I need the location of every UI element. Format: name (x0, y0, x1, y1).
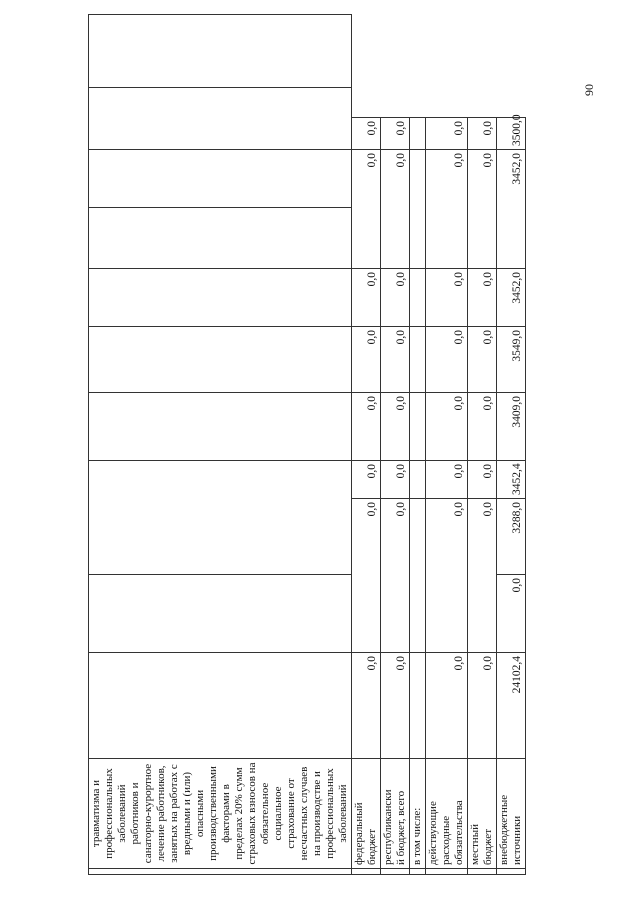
description-line: санаторно-курортное (142, 763, 154, 864)
value-cell: 0,0 (468, 461, 497, 499)
value-cell: 0,0 (468, 269, 497, 327)
value-cell: 3549,0 (497, 327, 526, 393)
header-cell (89, 393, 352, 461)
value-cell: 0,0 (426, 327, 468, 393)
description-line: профессиональных (103, 768, 115, 859)
description-line: несчастных случаев (298, 766, 310, 861)
funding-source-label: федеральный (353, 802, 365, 865)
value-cell: 0,0 (381, 269, 410, 327)
table-row (468, 15, 497, 875)
description-line: опасными (194, 789, 206, 838)
left-margin-cell (497, 869, 526, 875)
table-row (497, 15, 526, 875)
value-cell: 0,0 (381, 118, 410, 150)
left-margin-cell (89, 869, 352, 875)
value-cell: 0,0 (381, 653, 410, 759)
funding-source-cell (468, 759, 497, 869)
value-cell: 3452,0 (497, 269, 526, 327)
value-cell: 3409,0 (497, 393, 526, 461)
description-line: лечение работников, (155, 765, 167, 862)
value-cell: 3288,0 (497, 499, 526, 575)
description-line: пределах 20% сумм (233, 767, 245, 860)
header-cell (89, 327, 352, 393)
funding-source-label: бюджет (366, 829, 378, 865)
value-cell (410, 150, 426, 269)
header-cell (89, 15, 352, 88)
header-cell (89, 150, 352, 208)
value-cell: 0,0 (497, 575, 526, 653)
value-cell (410, 327, 426, 393)
value-cell: 0,0 (468, 118, 497, 150)
description-line: заболеваний (337, 784, 349, 843)
left-margin-cell (410, 869, 426, 875)
description-line: факторами в (220, 784, 232, 843)
description-line: на производстве и (311, 771, 323, 856)
description-line: страхование от (285, 778, 297, 849)
funding-source-label: республикански (382, 789, 394, 865)
value-cell: 3452,0 (497, 150, 526, 269)
description-line: обязательное (259, 782, 271, 845)
left-margin-cell (426, 869, 468, 875)
description-line: социальное (272, 786, 284, 841)
value-cell: 0,0 (352, 269, 381, 327)
header-cell (89, 208, 352, 269)
value-cell: 0,0 (352, 461, 381, 499)
value-cell: 0,0 (381, 393, 410, 461)
value-cell: 0,0 (426, 461, 468, 499)
value-cell: 0,0 (426, 269, 468, 327)
funding-source-label: местный (469, 824, 481, 865)
description-line: профессиональных (324, 768, 336, 859)
funding-source-label: бюджет (482, 829, 494, 865)
budget-table (88, 14, 526, 875)
value-cell: 0,0 (426, 118, 468, 150)
description-line: занятых на работах с (168, 764, 180, 863)
value-cell: 0,0 (381, 150, 410, 269)
value-cell: 0,0 (468, 150, 497, 269)
description-line: вредными и (или) (181, 771, 193, 856)
value-cell: 0,0 (426, 150, 468, 269)
funding-source-cell (352, 759, 381, 869)
header-cell (89, 575, 352, 653)
measure-description (89, 759, 352, 869)
description-line: травматизма и (90, 779, 102, 848)
description-line: заболеваний (116, 784, 128, 843)
value-cell: 0,0 (352, 653, 381, 759)
funding-source-label: в том числе: (411, 807, 423, 865)
description-line: работников и (129, 782, 141, 845)
table-row (410, 15, 426, 875)
left-margin-cell (381, 869, 410, 875)
page-number: 90 (582, 84, 596, 96)
funding-source-cell (410, 759, 426, 869)
value-cell: 0,0 (426, 499, 468, 653)
value-cell: 0,0 (468, 653, 497, 759)
value-cell: 0,0 (426, 653, 468, 759)
value-cell (410, 499, 426, 653)
value-cell: 0,0 (352, 499, 381, 653)
funding-source-label: й бюджет, всего (395, 790, 407, 865)
value-cell (410, 393, 426, 461)
header-cell (89, 88, 352, 150)
header-cell (89, 461, 352, 575)
value-cell (410, 461, 426, 499)
source-header-cell (89, 653, 352, 759)
funding-source-cell (497, 759, 526, 869)
description-line: страховых взносов на (246, 762, 258, 865)
value-cell: 0,0 (352, 327, 381, 393)
table-row (426, 15, 468, 875)
value-cell: 0,0 (352, 393, 381, 461)
value-cell (410, 269, 426, 327)
value-cell (410, 118, 426, 150)
description-line: производственными (207, 766, 219, 861)
value-cell: 0,0 (468, 327, 497, 393)
table-row (352, 15, 381, 875)
header-cell (89, 269, 352, 327)
value-cell: 0,0 (468, 393, 497, 461)
value-cell: 3452,4 (497, 461, 526, 499)
value-cell: 0,0 (381, 499, 410, 653)
funding-source-label: действующие (427, 801, 439, 865)
value-cell: 0,0 (426, 393, 468, 461)
funding-source-cell (381, 759, 410, 869)
value-cell: 24102,4 (497, 653, 526, 759)
value-cell: 0,0 (352, 118, 381, 150)
funding-source-label: источники (511, 815, 523, 865)
value-cell (410, 653, 426, 759)
left-margin-cell (352, 869, 381, 875)
value-cell: 0,0 (352, 150, 381, 269)
value-cell: 0,0 (381, 461, 410, 499)
funding-source-label: обязательства (453, 800, 465, 865)
header-row (89, 15, 352, 875)
value-cell: 0,0 (381, 327, 410, 393)
table-row (381, 15, 410, 875)
value-cell: 0,0 (468, 499, 497, 653)
funding-source-cell (426, 759, 468, 869)
value-cell: 3500,0 (497, 118, 526, 150)
funding-source-label: расходные (440, 815, 452, 865)
left-margin-cell (468, 869, 497, 875)
funding-source-label: внебюджетные (498, 794, 510, 865)
